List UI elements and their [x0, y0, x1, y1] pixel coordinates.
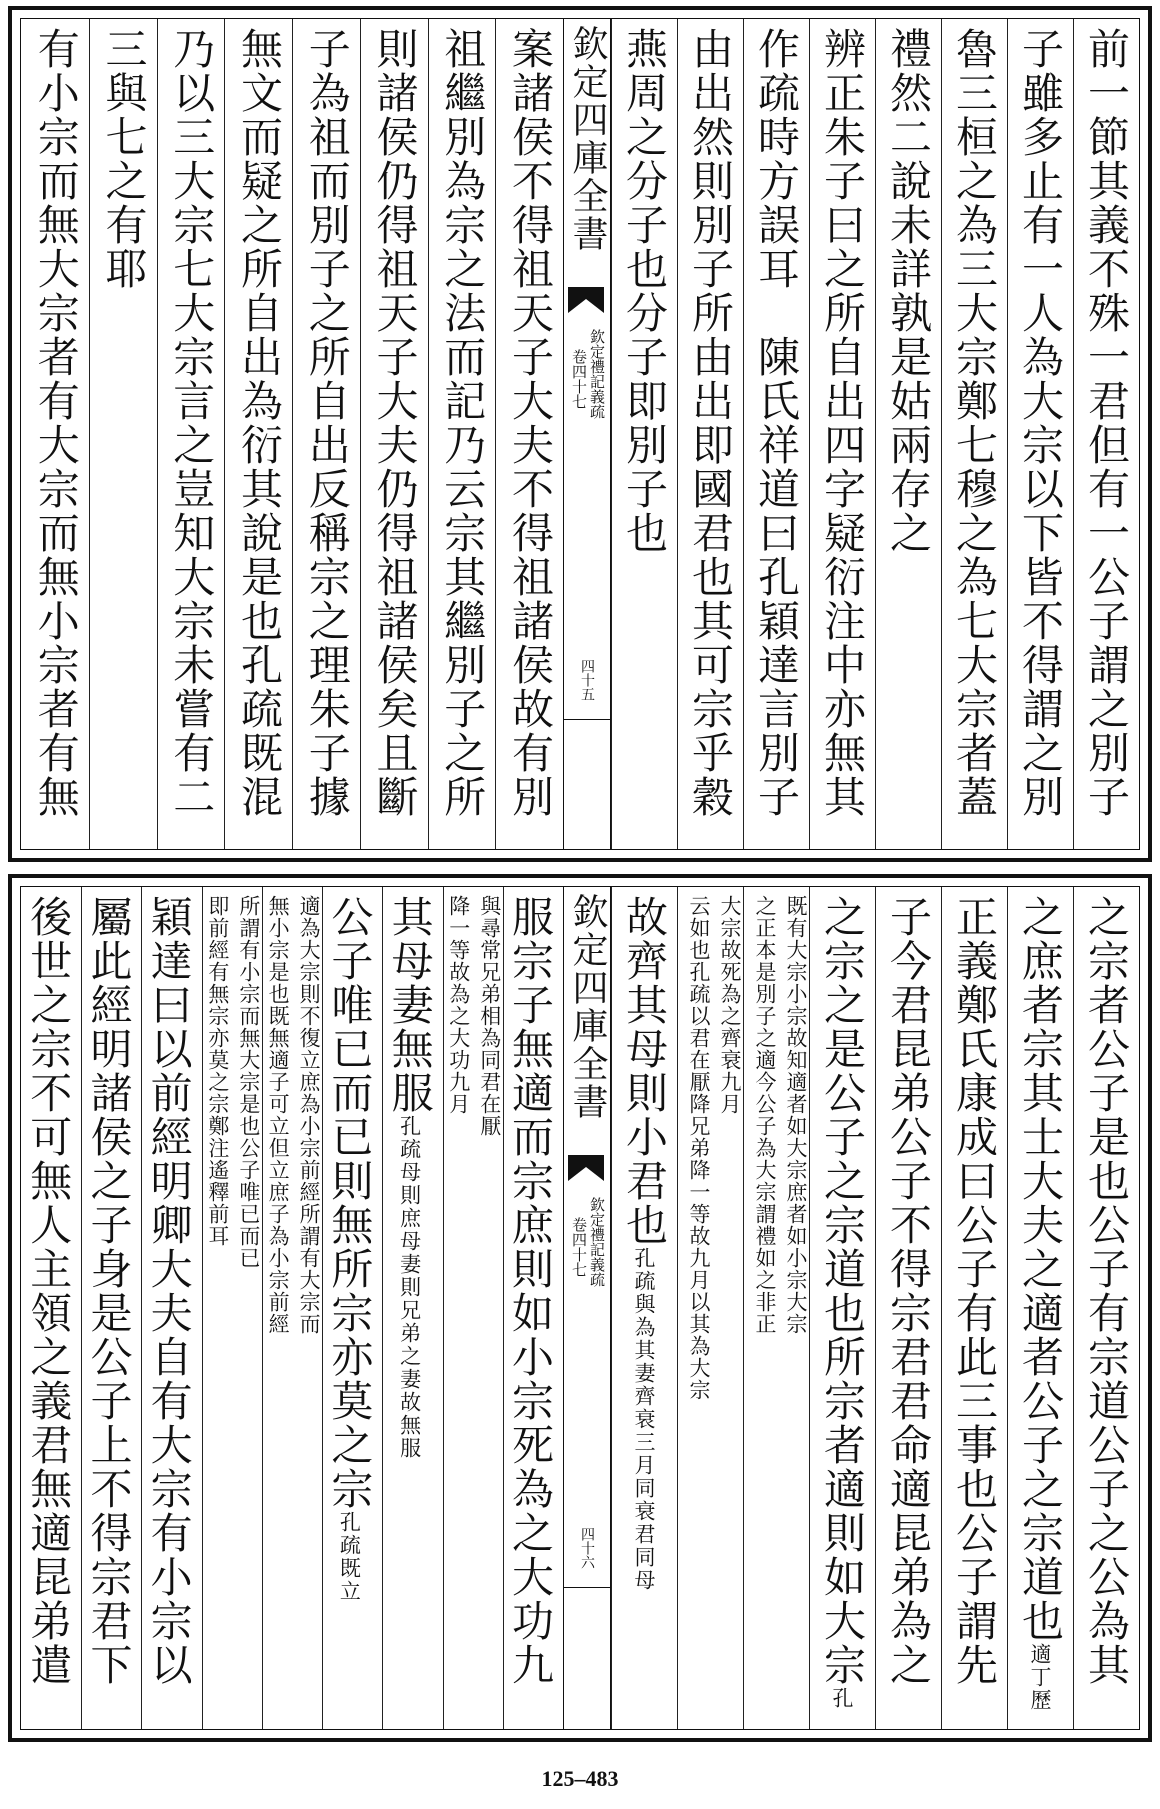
text-column: 燕周之分子也分子即別子也 [611, 19, 677, 849]
text-column [1007, 887, 1073, 1729]
text-column: 祖繼別為宗之法而記乃云宗其繼別子之所 [428, 19, 496, 849]
main-text: 穎達曰以前經明卿大夫自有大宗有小宗以 [144, 895, 194, 1687]
text-column: 後世之宗不可無人主領之義君無適昆弟遣 [24, 895, 74, 1687]
text-column: 子雖多止有一人為大宗以下皆不得謂之別 [1007, 19, 1073, 849]
text-column: 前一節其義不殊一君但有一公子謂之別子 [1073, 19, 1139, 849]
main-text: 之庶者宗其士大夫之適者公子之宗道也 [1016, 895, 1065, 1643]
text-column: 乃以三大宗七大宗言之豈知大宗未嘗有二 [157, 19, 225, 849]
text-column [677, 887, 743, 1729]
page-footer-number: 125–483 [541, 1766, 619, 1791]
text-column: 則諸侯仍得祖天子大夫仍得祖諸侯矣且斷 [360, 19, 428, 849]
commentary-note: 既有大宗小宗故知適者如大宗庶者如小宗大宗 [784, 895, 808, 1335]
text-frame-top [20, 18, 1140, 850]
text-column [611, 887, 677, 1729]
center-rule [564, 719, 610, 720]
commentary-note: 孔 [830, 1687, 854, 1710]
center-volume: 卷四十七 [570, 349, 588, 409]
main-text: 故齊其母則小君也 [620, 895, 669, 1247]
text-column: 作疏時方誤耳 陳氏祥道曰孔穎達言別子 [743, 19, 809, 849]
text-column [743, 887, 809, 1729]
commentary-note: 適丁歷 [1028, 1643, 1052, 1712]
commentary-note: 孔疏母則庶母妻則兄弟之妻故無服 [397, 1115, 422, 1460]
center-subtitle: 欽定禮記義疏 [588, 329, 606, 419]
commentary-note: 無小宗是也既無適子可立但立庶子為小宗前經 [266, 895, 291, 1335]
commentary-note: 與尋常兄弟相為同君在厭 [477, 895, 502, 1137]
commentary-note: 之正本是別子之適今公子為大宗謂禮如之非正 [753, 895, 777, 1335]
text-frame-bottom [20, 886, 1140, 1730]
text-column: 屬此經明諸侯之子身是公子上不得宗君下 [81, 887, 141, 1729]
text-column: 辨正朱子曰之所自出四字疑衍注中亦無其 [809, 19, 875, 849]
commentary-note: 即前經有無宗亦莫之宗鄭注遙釋前耳 [205, 895, 230, 1247]
page-top [8, 6, 1152, 862]
center-rule [564, 1587, 610, 1588]
center-page-number: 四十五 [579, 659, 595, 701]
text-column: 之宗者公子是也公子有宗道公子之公為其 [1073, 887, 1139, 1729]
fish-tail-mark-icon [568, 1155, 604, 1181]
commentary-note: 大宗故死為之齊衰九月 [718, 895, 742, 1115]
text-column [809, 887, 875, 1729]
commentary-note: 孔疏與為其妻齊衰三月同衰君同母 [632, 1247, 656, 1592]
text-column: 正義鄭氏康成曰公子有此三事也公子謂先 [941, 887, 1007, 1729]
text-column: 由出然則別子所由出即國君也其可宗乎穀 [677, 19, 743, 849]
text-column: 案諸侯不得祖天子大夫不得祖諸侯故有別 [495, 19, 563, 849]
text-column: 三與七之有耶 [89, 19, 157, 849]
text-column: 無文而疑之所自出為衍其說是也孔疏既混 [224, 19, 292, 849]
page-bottom [8, 874, 1152, 1742]
text-column: 有小宗而無大宗者有大宗而無小宗者有無 [31, 27, 81, 819]
commentary-note: 適為大宗則不復立庶為小宗前經所謂有大宗而 [297, 895, 322, 1335]
text-column [443, 887, 503, 1729]
main-text: 之宗之是公子之宗道也所宗者適則如大宗 [818, 895, 867, 1687]
main-text: 其母妻無服 [385, 895, 435, 1115]
commentary-note: 孔疏既立 [337, 1511, 362, 1603]
text-column: 子為祖而別子之所自出反稱宗之理朱子據 [292, 19, 360, 849]
text-column [202, 887, 262, 1729]
commentary-note: 降一等故為之大功九月 [446, 895, 471, 1115]
main-text: 公子唯已而已則無所宗亦莫之宗 [325, 895, 375, 1511]
fish-tail-mark-icon [568, 287, 604, 313]
text-column: 禮然二說未詳孰是姑兩存之 [875, 19, 941, 849]
main-text: 服宗子無適而宗庶則如小宗死為之大功九 [506, 895, 555, 1687]
center-column [563, 887, 611, 1729]
text-column [262, 887, 322, 1729]
center-subtitle: 欽定禮記義疏 [588, 1197, 606, 1287]
center-page-number: 四十六 [579, 1527, 595, 1569]
commentary-note: 所謂有小宗而無大宗是也公子唯已而已 [236, 895, 261, 1269]
commentary-note: 云如也孔疏以君在厭降兄弟降一等故九月以其為大宗 [687, 895, 711, 1401]
text-column [382, 887, 442, 1729]
text-column [322, 887, 382, 1729]
center-title: 欽定四庫全書 [567, 893, 608, 1121]
center-volume: 卷四十七 [570, 1217, 588, 1277]
center-title: 欽定四庫全書 [567, 25, 608, 253]
center-column [563, 19, 611, 849]
text-column: 子今君昆弟公子不得宗君君命適昆弟為之 [875, 887, 941, 1729]
text-column [141, 887, 201, 1729]
text-column [503, 887, 563, 1729]
text-column: 魯三桓之為三大宗鄭七穆之為七大宗者蓋 [941, 19, 1007, 849]
